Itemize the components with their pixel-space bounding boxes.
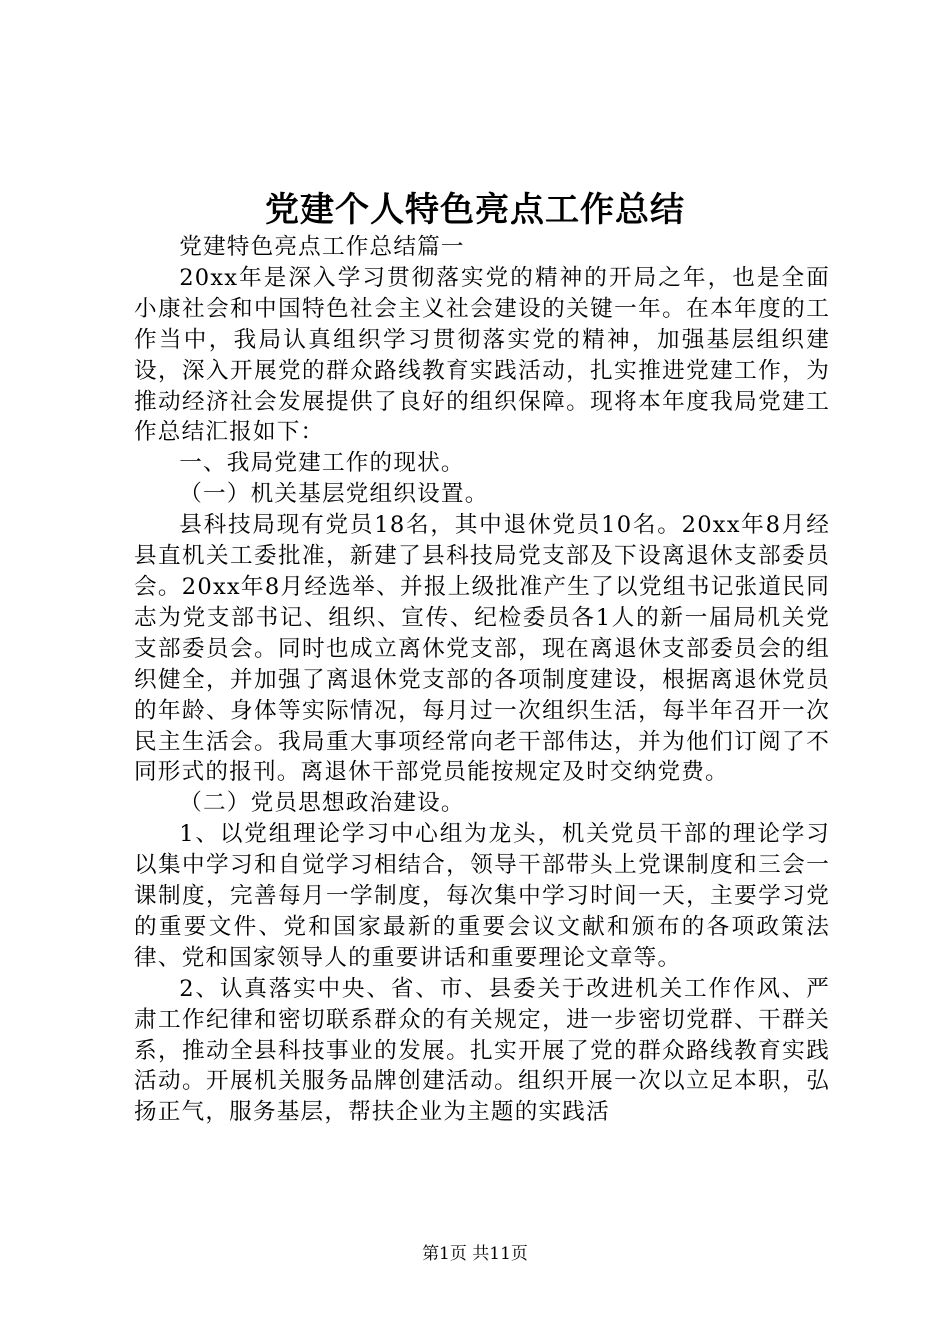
section-heading: 一、我局党建工作的现状。 [179,450,465,477]
section-heading: 党建特色亮点工作总结篇一 [179,234,465,260]
paragraph: 20xx年是深入学习贯彻落实党的精神的开局之年，也是全面小康社会和中国特色社会主义社会建设的关键一年。在本年度的工作当中，我局认真组织学习贯彻落实党的精神，加强基层组织建设，深入开展党的群众路线教育实践活动，扎实推进党建工作，为推动经济社会发展提供了良好的组织保障。现将本年度我局党建工作总结汇报如下： [134,264,830,446]
page-number-footer: 第1页 共11页 [422,1244,528,1264]
subsection-heading: （二）党员思想政治建设。 [179,790,465,817]
subsection-heading: （一）机关基层党组织设置。 [179,481,489,508]
document-title: 党建个人特色亮点工作总结 [265,190,685,230]
paragraph: 县科技局现有党员18名，其中退休党员10名。20xx年8月经县直机关工委批准，新建了县科技局党支部及下设离退休支部委员会。20xx年8月经选举、并报上级批准产生了以党组书记张道民同志为党支部书记、组织、宣传、纪检委员各1人的新一届局机关党支部委员会。同时也成立离休党支部，现在离退休支部委员会的组织健全，并加强了离退休党支部的各项制度建设，根据离退休党员的年龄、身体等实际情况，每月过一次组织生活，每半年召开一次民主生活会。我局重大事项经常向老干部伟达，并为他们订阅了不同形式的报刊。离退休干部党员能按规定及时交纳党费。 [134,512,830,786]
paragraph: 1、以党组理论学习中心组为龙头，机关党员干部的理论学习以集中学习和自觉学习相结合，领导干部带头上党课制度和三会一课制度，完善每月一学制度，每次集中学习时间一天，主要学习党的重要文件、党和国家最新的重要会议文献和颁布的各项政策法律、党和国家领导人的重要讲话和重要理论文章等。 [134,821,830,971]
paragraph: 2、认真落实中央、省、市、县委关于改进机关工作作风、严肃工作纪律和密切联系群众的有关规定，进一步密切党群、干群关系，推动全县科技事业的发展。扎实开展了党的群众路线教育实践活动。开展机关服务品牌创建活动。组织开展一次以立足本职，弘扬正气，服务基层，帮扶企业为主题的实践活 [134,975,830,1126]
document-body [134,232,830,1128]
